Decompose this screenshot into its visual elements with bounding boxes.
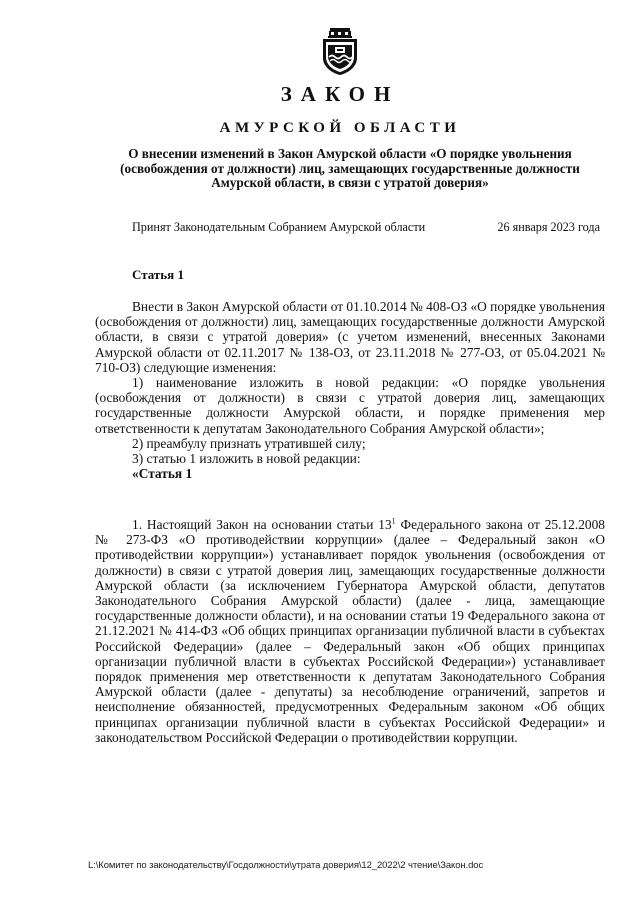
article-1-paragraph-1: [95, 517, 605, 745]
region-title: АМУРСКОЙ ОБЛАСТИ: [219, 120, 461, 136]
paragraph-1-start: 1. Настоящий Закон на основании статьи 13: [132, 517, 392, 532]
article-1-intro: Внести в Закон Амурской области от 01.10.2014 № 408-ОЗ «О порядке увольнения (освобождения от должности) лиц, замещающих государственные должности Амурской области, в связи с утратой доверия» (с учетом изменений, внесенных Законами Амурской области от 02.11.2017 № 138-ОЗ, от 23.11.2018 № 277-ОЗ, от 05.04.2021 № 710-ОЗ) следующие изменения:: [95, 299, 605, 375]
adoption-date: 26 января 2023 года: [497, 220, 600, 234]
adoption-line: [132, 220, 600, 235]
paragraph-1: [95, 517, 605, 745]
article-1-heading: Статья 1: [132, 267, 184, 282]
article-1-item-1: 1) наименование изложить в новой редакции: «О порядке увольнения (освобождения от должности) в связи с утратой доверия лиц, замещающих государственные должности Амурской области, и порядке применения мер ответственности к депутатам Законодательного Собрания Амурской области»;: [95, 375, 605, 436]
quoted-article-heading: «Статья 1: [132, 466, 193, 482]
law-title: ЗАКОН: [280, 82, 400, 106]
footer-file-path: L:\Комитет по законодательству\Госдолжности\утрата доверия\12_2022\2 чтение\Закон.doc: [88, 860, 484, 871]
paragraph-1-rest: Федерального закона от 25.12.2008 № 273-ФЗ «О противодействии коррупции» (далее – Федеральный закон «О противодействии коррупции») устанавливает порядок увольнения (освобождения от должности) в связи с утратой доверия лиц, замещающих государственные должности Амурской области (за исключением Губернатора Амурской области, депутатов Законодательного Собрания Амурской области) (далее - лица, замещающие государственные должности области), и на основании статьи 19 Федерального закона от 21.12.2021 № 414-ФЗ «Об общих принципах организации публичной власти в субъектах Российской Федерации» (далее – Федеральный закон «Об общих принципах организации публичной власти в субъектах Российской Федерации») устанавливает порядок применения мер ответственности к депутатам Законодательного Собрания Амурской области (далее - депутаты) за несоблюдение ограничений, запретов и неисполнение обязанностей, предусмотренных Федеральным законом «Об общих принципах организации публичной власти в субъектах Российской Федерации» и законодательством Российской Федерации о противодействии коррупции.: [95, 517, 605, 745]
law-subject: О внесении изменений в Закон Амурской области «О порядке увольнения (освобождения от должности) лиц, замещающих государственные должности Амурской области, в связи с утратой доверия»: [120, 146, 580, 190]
amur-region-coat-of-arms-icon: [318, 26, 362, 76]
article-1-item-3: 3) статью 1 изложить в новой редакции:: [132, 451, 361, 467]
article-1-item-2: 2) преамбулу признать утратившей силу;: [132, 435, 366, 451]
paragraph-1-superscript: 1: [391, 516, 396, 526]
adopted-by: Принят Законодательным Собранием Амурской области: [132, 220, 426, 234]
article-1-body: [95, 299, 605, 481]
